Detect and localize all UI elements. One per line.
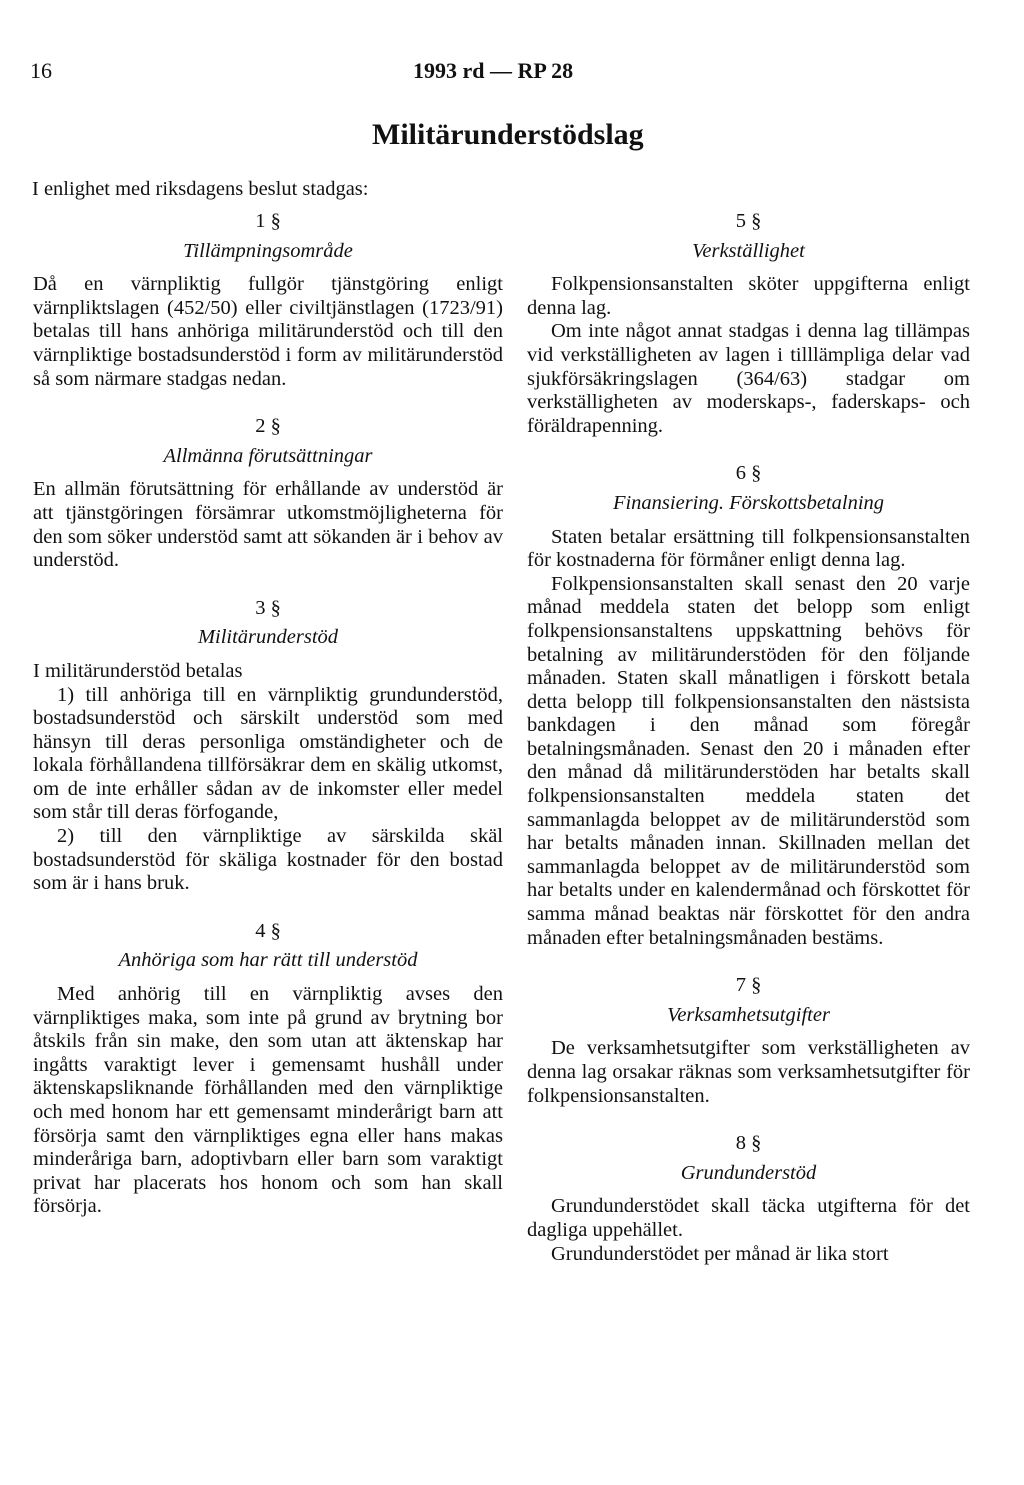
section-heading: Anhöriga som har rätt till understöd	[118, 949, 418, 972]
section-paragraph: 2) till den värnpliktige av särskilda skäl bostadsunderstöd för skäliga kostnader för den bostad som är i hans bruk.	[33, 825, 503, 895]
section-paragraph: De verksamhetsutgifter som verkställigheten av denna lag orsakar räknas som verksamhetsutgifter för folkpensionsanstalten.	[527, 1037, 970, 1107]
section-6	[527, 462, 970, 515]
section-number: 5 §	[735, 210, 762, 232]
section-4	[33, 920, 503, 973]
section-paragraph: Staten betalar ersättning till folkpensionsanstalten för kostnaderna för förmåner enligt denna lag.	[527, 525, 970, 572]
section-heading: Verksamhetsutgifter	[667, 1003, 830, 1026]
section-heading: Tillämpningsområde	[183, 239, 353, 262]
section-paragraph: Med anhörig till en värnpliktig avses den värnpliktiges maka, som inte på grund av brytning bor åtskils från sin make, den som utan att äktenskap har ingåtts varaktigt lever i gemensamt hushåll under äktenskapsliknande förhållanden med den värnpliktige och med honom har ett gemensamt minderårigt barn att försörja samt den värnpliktiges egna eller hans makas minderåriga barn, adoptivbarn eller barn som varaktigt privat har placerats hos honom och som han skall försörja.	[33, 983, 503, 1218]
section-paragraph: Folkpensionsanstalten skall senast den 20 varje månad meddela staten det belopp som enligt folkpensionsanstaltens uppskattning behövs för betalning av militärunderstöden för den följande månaden. Staten skall månatligen i förskott betala detta belopp till folkpensionsanstalten den nästsista bankdagen i den månad som föregår betalningsmånaden. Senast den 20 i månaden efter den månad då militärunderstöden har betalts skall folkpensionsanstalten meddela staten det sammanlagda beloppet av de militärunderstöd som har betalts månaden innan. Skillnaden mellan det sammanlagda beloppet av de militärunderstöd som har betalts under en kalendermånad och förskottet för samma månad beaktas när förskottet för den andra månaden efter betalningsmånaden bestäms.	[527, 572, 970, 949]
section-heading: Allmänna förutsättningar	[163, 444, 373, 467]
section-1	[33, 210, 503, 263]
section-paragraph: Grundunderstödet skall täcka utgifterna för det dagliga uppehället.	[527, 1195, 970, 1241]
section-number: 1 §	[255, 210, 281, 232]
law-title: Militärunderstödslag	[372, 118, 644, 151]
section-2	[33, 415, 503, 468]
section-3	[33, 597, 503, 650]
section-7	[527, 974, 970, 1027]
section-number: 6 §	[735, 462, 762, 485]
document-reference: 1993 rd — RP 28	[413, 58, 574, 83]
left-column	[33, 210, 503, 1219]
section-paragraph: Om inte något annat stadgas i denna lag tillämpas vid verkställigheten av lagen i tilllämpliga delar vad sjukförsäkringslagen (364/63) stadgar om verkställigheten av moderskaps-, faderskaps- och föräldrapenning.	[527, 320, 970, 437]
right-column	[527, 210, 970, 1266]
section-paragraph: I militärunderstöd betalas	[33, 659, 243, 682]
section-heading: Finansiering. Förskottsbetalning	[612, 491, 885, 514]
section-heading: Verkställighet	[692, 239, 805, 262]
section-paragraph: 1) till anhöriga till en värnpliktig grundunderstöd, bostadsunderstöd och särskilt understöd som med hänsyn till deras personliga omständigheter och de lokala förhållandena tillförsäkrar dem en skälig utkomst, om de inte erhåller sådan av de inkomster eller medel som står till deras förfogande,	[33, 683, 503, 824]
section-number: 2 §	[255, 415, 281, 438]
section-8	[527, 1132, 970, 1185]
section-paragraph: Då en värnpliktig fullgör tjänstgöring enligt värnpliktslagen (452/50) eller civiltjänstlagen (1723/91) betalas till hans anhöriga militärunderstöd och till den värnpliktige bostadsunderstöd i form av militärunderstöd så som närmare stadgas nedan.	[33, 273, 503, 390]
page-number: 16	[30, 58, 52, 83]
intro-text: I enlighet med riksdagens beslut stadgas:	[32, 178, 369, 200]
section-heading: Grundunderstöd	[680, 1161, 817, 1184]
section-heading: Militärunderstöd	[197, 626, 339, 649]
section-paragraph: Folkpensionsanstalten sköter uppgifterna enligt denna lag.	[527, 273, 970, 319]
section-paragraph: Grundunderstödet per månad är lika stort	[551, 1242, 889, 1265]
section-paragraph: En allmän förutsättning för erhållande av understöd är att tjänstgöringen försämrar utkomstmöjligheterna för den som söker understöd samt att sökanden är i behov av understöd.	[33, 478, 503, 572]
section-5	[527, 210, 970, 263]
section-number: 7 §	[735, 974, 762, 997]
section-number: 3 §	[255, 596, 281, 619]
section-number: 4 §	[255, 919, 281, 942]
section-number: 8 §	[735, 1132, 762, 1155]
